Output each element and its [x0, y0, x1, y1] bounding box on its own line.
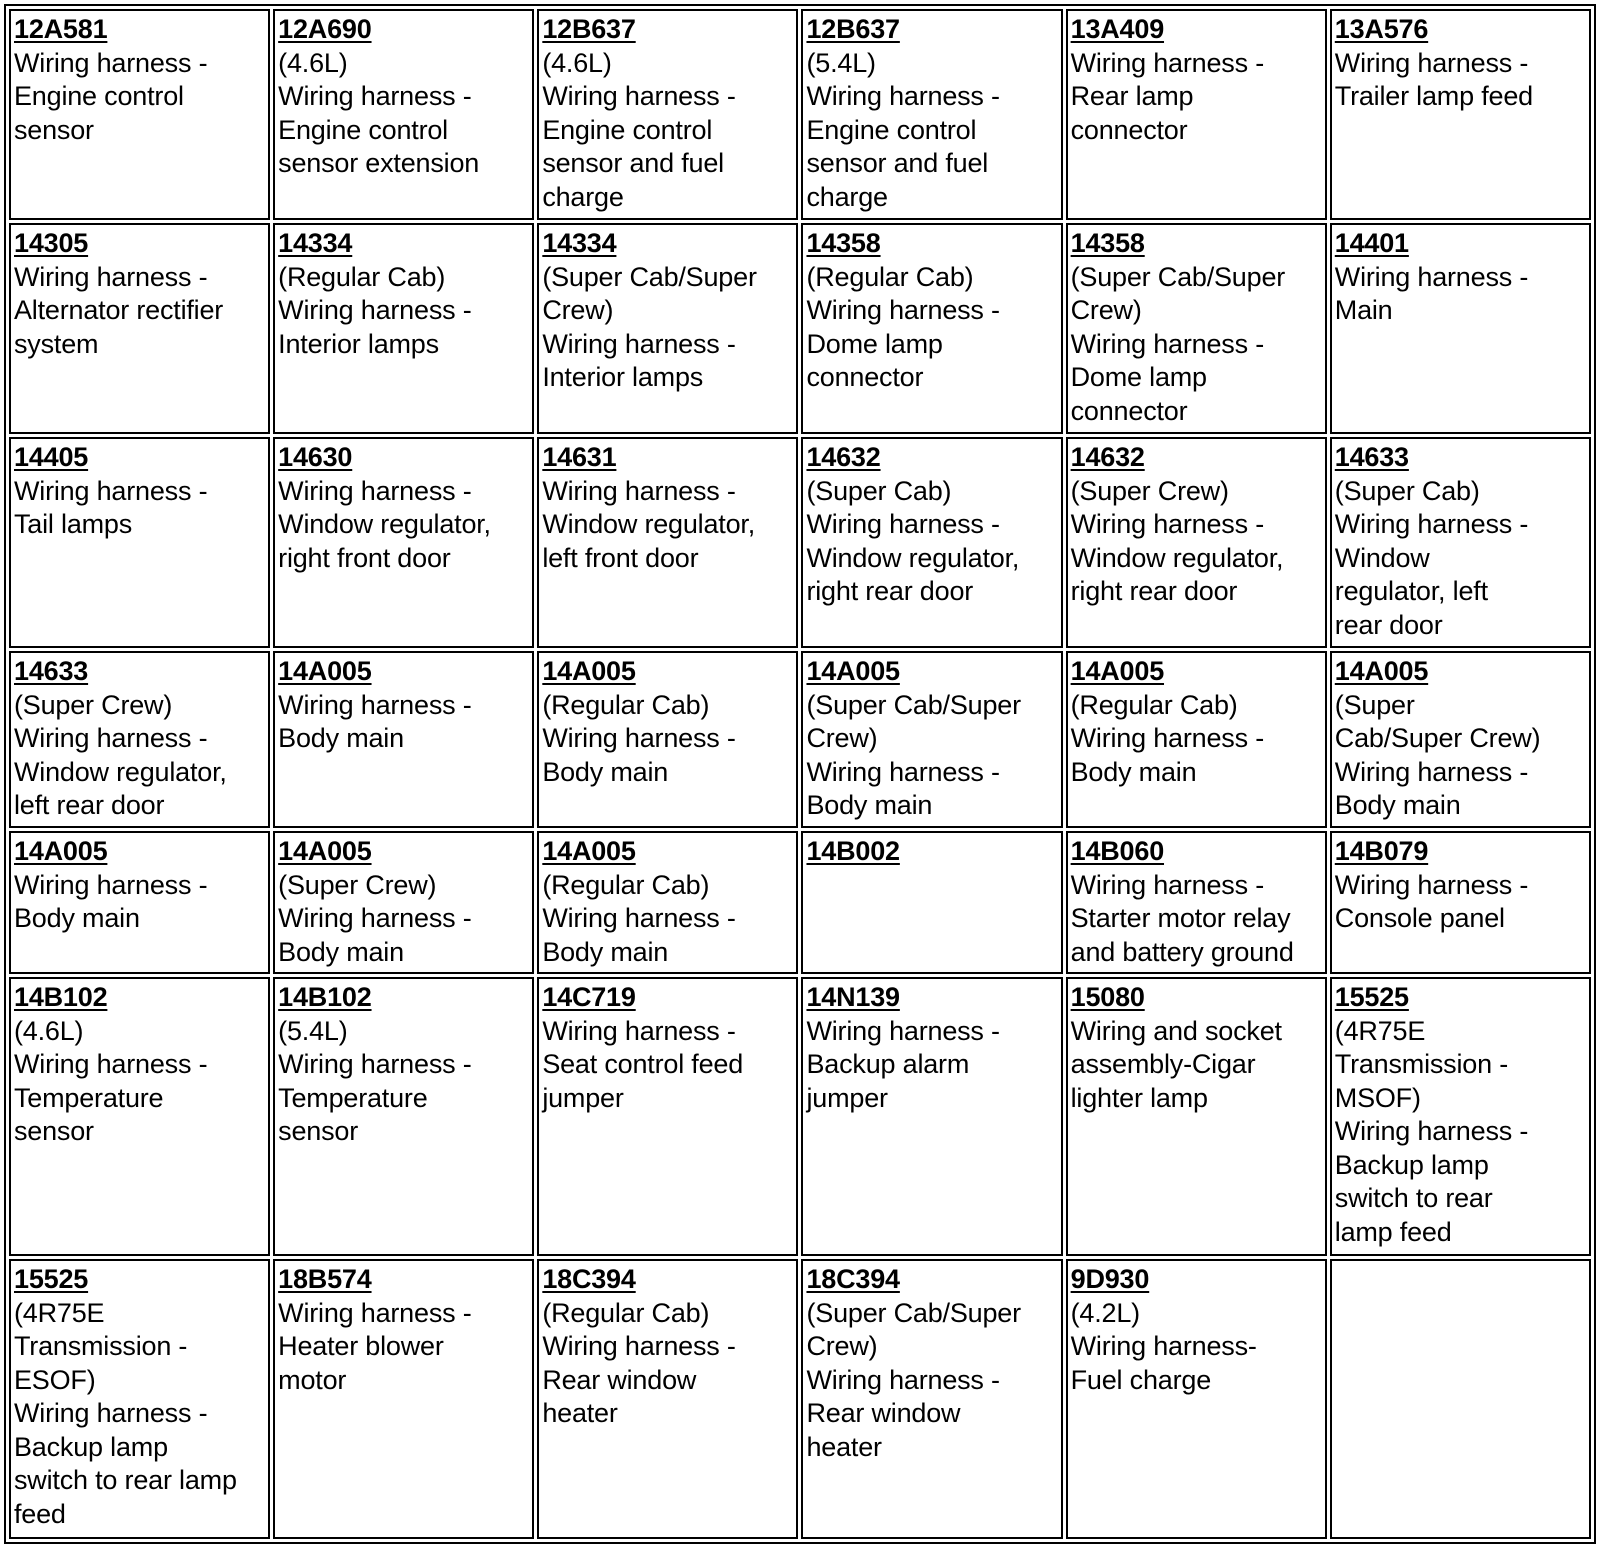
part-description-line: Wiring harness -: [14, 723, 208, 754]
part-description-line: Wiring harness -: [278, 81, 472, 111]
part-description-line: Backup lamp: [14, 1431, 168, 1462]
part-description-line: (4.2L): [1070, 1297, 1140, 1328]
part-number: 14A005: [278, 656, 372, 687]
part-description-line: Temperature: [278, 1082, 428, 1113]
table-row: [9, 651, 1591, 828]
table-cell: [1330, 9, 1591, 220]
table-cell: [9, 977, 270, 1256]
table-cell: [537, 437, 798, 648]
part-description-line: Tail lamps: [14, 509, 133, 540]
part-number: 14A005: [1070, 656, 1165, 687]
part-description-line: Body main: [542, 756, 669, 787]
part-description-line: left front door: [542, 542, 699, 573]
part-description-line: sensor: [278, 1116, 358, 1147]
table-cell: [9, 831, 270, 974]
part-description-line: (Super Cab/Super: [1070, 261, 1286, 292]
table-cell: [9, 1259, 270, 1539]
part-number: 14630: [278, 442, 353, 473]
part-description-line: Wiring harness -: [806, 1364, 1000, 1395]
part-description-line: Crew): [806, 1331, 878, 1362]
part-description-line: Wiring harness -: [542, 328, 736, 359]
table-row: [9, 223, 1591, 434]
part-description-line: Engine control: [14, 81, 184, 111]
part-number: 14C719: [542, 982, 636, 1013]
part-number: 15080: [1070, 982, 1145, 1013]
table-cell: [273, 223, 534, 434]
part-description-line: and battery ground: [1070, 936, 1294, 967]
part-description-line: (Regular Cab): [542, 1297, 710, 1328]
part-description-line: Backup lamp: [1334, 1149, 1489, 1180]
part-description-line: lighter lamp: [1070, 1082, 1208, 1113]
part-number: 14B102: [278, 982, 372, 1013]
part-description-line: Body main: [278, 936, 404, 967]
part-number: 14405: [14, 442, 89, 473]
table-cell: [1066, 437, 1327, 648]
part-number: 14401: [1334, 228, 1409, 259]
part-description-line: heater: [542, 1398, 618, 1429]
table-cell: [801, 1259, 1062, 1539]
part-description-line: (Regular Cab): [1070, 689, 1238, 720]
table-cell: [1066, 1259, 1327, 1539]
part-description-line: Wiring harness -: [806, 81, 1000, 111]
part-description-line: (4.6L): [542, 47, 612, 78]
table-cell: [9, 9, 270, 220]
part-description-line: Heater blower: [278, 1331, 444, 1362]
part-description-line: Wiring harness -: [1070, 328, 1264, 359]
part-description-line: Wiring harness -: [1334, 869, 1529, 900]
part-description-line: (Super Cab/Super: [806, 689, 1021, 720]
part-description-line: Wiring harness -: [1070, 47, 1264, 78]
part-description-line: jumper: [806, 1082, 888, 1113]
part-number: 14A005: [806, 656, 900, 687]
part-number: 14B002: [806, 836, 900, 867]
part-description-line: Wiring harness -: [542, 81, 736, 111]
part-number: 14B079: [1334, 836, 1429, 867]
part-description-line: (Super Cab/Super: [806, 1297, 1021, 1328]
part-description-line: Wiring harness -: [1334, 756, 1529, 787]
part-number: 14633: [14, 656, 89, 687]
part-description-line: connector: [806, 362, 924, 393]
part-number: 9D930: [1070, 1264, 1150, 1295]
part-description-line: Starter motor relay: [1070, 903, 1291, 934]
table-row: [9, 9, 1591, 220]
part-description-line: right rear door: [1070, 576, 1238, 607]
wiring-harness-reference-table: [4, 4, 1596, 1544]
part-description-line: Window regulator,: [278, 509, 491, 540]
part-number: 12A581: [14, 14, 108, 44]
part-description-line: (5.4L): [806, 47, 876, 78]
part-description-line: Wiring harness -: [278, 903, 472, 934]
part-description-line: Wiring harness -: [1070, 509, 1264, 540]
table-cell: [273, 9, 534, 220]
part-description-line: MSOF): [1334, 1082, 1421, 1113]
part-number: 12B637: [542, 14, 636, 44]
part-description-line: Wiring harness -: [14, 261, 208, 292]
part-description-line: assembly-Cigar: [1070, 1049, 1256, 1080]
table-cell: [1066, 9, 1327, 220]
part-description-line: (Super Crew): [1070, 475, 1229, 506]
table-cell: [1330, 223, 1591, 434]
part-description-line: Wiring harness -: [278, 1297, 472, 1328]
part-description-line: Wiring harness -: [806, 1015, 1000, 1046]
part-description-line: Crew): [542, 295, 614, 326]
part-number: 14B102: [14, 982, 108, 1013]
part-description-line: sensor: [14, 114, 94, 145]
part-number: 14632: [1070, 442, 1145, 473]
table-cell: [801, 831, 1062, 974]
table-row: [9, 437, 1591, 648]
table-cell: [1330, 651, 1591, 828]
table-cell: [801, 651, 1062, 828]
table-cell: [1066, 831, 1327, 974]
table-cell: [1330, 831, 1591, 974]
part-description-line: Wiring harness -: [14, 47, 208, 78]
part-description-line: (Super Cab): [806, 475, 952, 506]
part-number: 14N139: [806, 982, 900, 1013]
part-number: 14A005: [14, 836, 108, 867]
part-description-line: Fuel charge: [1070, 1364, 1212, 1395]
table-cell: [801, 9, 1062, 220]
part-description-line: (Super: [1334, 689, 1415, 720]
part-description-line: Backup alarm: [806, 1049, 970, 1080]
part-description-line: Engine control: [542, 114, 713, 145]
part-description-line: Body main: [278, 723, 404, 754]
part-description-line: Temperature: [14, 1082, 164, 1113]
part-description-line: Wiring harness -: [278, 689, 472, 720]
table-cell: [801, 437, 1062, 648]
table-row: [9, 831, 1591, 974]
table-cell: [9, 437, 270, 648]
part-description-line: lamp feed: [1334, 1216, 1452, 1247]
part-description-line: Dome lamp: [1070, 362, 1207, 393]
part-description-line: Dome lamp: [806, 328, 943, 359]
part-description-line: Wiring harness -: [1334, 47, 1529, 78]
part-description-line: connector: [1070, 114, 1188, 145]
table-cell: [1066, 223, 1327, 434]
part-description-line: Wiring harness -: [14, 475, 208, 506]
part-description-line: Wiring harness -: [278, 475, 472, 506]
part-description-line: Wiring harness -: [1334, 509, 1529, 540]
part-description-line: Transmission -: [14, 1331, 188, 1362]
part-description-line: Wiring harness -: [14, 1398, 208, 1429]
part-description-line: Wiring harness -: [1334, 261, 1529, 292]
table-cell: [537, 9, 798, 220]
part-description-line: Wiring harness -: [806, 295, 1000, 326]
part-description-line: Rear window: [806, 1398, 961, 1429]
part-description-line: Wiring harness-: [1070, 1331, 1257, 1362]
part-description-line: Wiring harness -: [1070, 723, 1264, 754]
part-number: 14358: [806, 228, 881, 259]
part-description-line: system: [14, 328, 99, 359]
part-description-line: sensor and fuel: [806, 148, 989, 178]
part-description-line: Crew): [806, 723, 878, 754]
part-description-line: Engine control: [278, 114, 448, 145]
part-number: 14631: [542, 442, 617, 473]
part-number: 14334: [542, 228, 617, 259]
table-cell: [273, 1259, 534, 1539]
part-description-line: rear door: [1334, 609, 1443, 640]
part-description-line: charge: [806, 181, 888, 212]
part-description-line: right front door: [278, 542, 451, 573]
table-cell: [537, 651, 798, 828]
part-description-line: Wiring and socket: [1070, 1015, 1282, 1046]
part-description-line: (4.6L): [278, 47, 348, 78]
part-description-line: Window: [1334, 542, 1430, 573]
table-cell: [1330, 437, 1591, 648]
part-number: 14A005: [278, 836, 372, 867]
part-description-line: Trailer lamp feed: [1334, 81, 1533, 111]
part-description-line: (Super Cab/Super: [542, 261, 757, 292]
table-row: [9, 1259, 1591, 1539]
part-description-line: Body main: [542, 936, 669, 967]
part-description-line: (Super Crew): [278, 869, 437, 900]
part-description-line: Window regulator,: [806, 542, 1020, 573]
part-description-line: Cab/Super Crew): [1334, 723, 1541, 754]
part-description-line: Rear lamp: [1070, 81, 1194, 111]
table-cell: [273, 651, 534, 828]
part-number: 18C394: [542, 1264, 636, 1295]
table-cell: [1330, 977, 1591, 1256]
part-number: 14305: [14, 228, 89, 259]
part-description-line: sensor extension: [278, 148, 480, 178]
part-number: 12B637: [806, 14, 900, 44]
part-description-line: ESOF): [14, 1364, 96, 1395]
part-description-line: (Super Cab): [1334, 475, 1480, 506]
part-number: 14A005: [542, 656, 636, 687]
part-description-line: Wiring harness -: [542, 723, 736, 754]
part-description-line: Engine control: [806, 114, 977, 145]
part-description-line: Wiring harness -: [542, 1331, 736, 1362]
part-description-line: switch to rear: [1334, 1183, 1493, 1214]
part-description-line: connector: [1070, 395, 1188, 426]
part-description-line: (Regular Cab): [806, 261, 974, 292]
part-description-line: Wiring harness -: [542, 475, 736, 506]
part-description-line: heater: [806, 1431, 882, 1462]
part-description-line: (Regular Cab): [542, 869, 710, 900]
table-cell: [537, 831, 798, 974]
part-description-line: Transmission -: [1334, 1049, 1509, 1080]
part-description-line: Window regulator,: [14, 756, 227, 787]
part-description-line: Body main: [14, 903, 140, 934]
part-description-line: (4R75E: [1334, 1015, 1426, 1046]
part-description-line: sensor: [14, 1116, 94, 1147]
table-cell: [273, 831, 534, 974]
part-description-line: (5.4L): [278, 1015, 348, 1046]
part-description-line: (4R75E: [14, 1297, 105, 1328]
part-description-line: right rear door: [806, 576, 974, 607]
part-number: 12A690: [278, 14, 372, 44]
table-cell: [537, 223, 798, 434]
part-number: 14632: [806, 442, 881, 473]
part-description-line: Alternator rectifier: [14, 295, 224, 326]
part-description-line: regulator, left: [1334, 576, 1488, 607]
part-number: 14633: [1334, 442, 1409, 473]
table-cell: [801, 977, 1062, 1256]
table-cell: [537, 1259, 798, 1539]
table-cell: [1330, 1259, 1591, 1539]
part-description-line: Main: [1334, 295, 1393, 326]
table-cell: [537, 977, 798, 1256]
part-number: 14A005: [1334, 656, 1429, 687]
part-description-line: Wiring harness -: [278, 1049, 472, 1080]
part-number: 14A005: [542, 836, 636, 867]
part-description-line: sensor and fuel: [542, 148, 724, 178]
part-number: 15525: [1334, 982, 1409, 1013]
part-description-line: Interior lamps: [542, 362, 704, 393]
part-number: 18C394: [806, 1264, 900, 1295]
part-description-line: charge: [542, 181, 624, 212]
part-description-line: Console panel: [1334, 903, 1505, 934]
table-cell: [9, 223, 270, 434]
part-description-line: Crew): [1070, 295, 1142, 326]
part-description-line: (Regular Cab): [542, 689, 710, 720]
part-number: 13A576: [1334, 14, 1429, 44]
part-description-line: Wiring harness -: [1334, 1116, 1529, 1147]
part-description-line: Wiring harness -: [542, 1015, 736, 1046]
part-description-line: motor: [278, 1364, 347, 1395]
part-number: 13A409: [1070, 14, 1165, 44]
part-description-line: Wiring harness -: [806, 756, 1000, 787]
part-description-line: switch to rear lamp: [14, 1465, 237, 1496]
part-number: 18B574: [278, 1264, 372, 1295]
part-description-line: Rear window: [542, 1364, 697, 1395]
part-description-line: Body main: [806, 790, 933, 821]
table-cell: [273, 977, 534, 1256]
part-number: 14334: [278, 228, 353, 259]
part-description-line: Wiring harness -: [14, 869, 208, 900]
part-description-line: Wiring harness -: [1070, 869, 1264, 900]
part-description-line: Wiring harness -: [278, 295, 472, 326]
part-description-line: Wiring harness -: [14, 1049, 208, 1080]
table-cell: [9, 651, 270, 828]
part-number: 15525: [14, 1264, 89, 1295]
table-cell: [1066, 651, 1327, 828]
part-description-line: (Regular Cab): [278, 261, 446, 292]
table-row: [9, 977, 1591, 1256]
table-cell: [801, 223, 1062, 434]
part-number: 14B060: [1070, 836, 1165, 867]
part-description-line: Wiring harness -: [542, 903, 736, 934]
table-cell: [1066, 977, 1327, 1256]
part-description-line: Window regulator,: [1070, 542, 1284, 573]
part-description-line: (Super Crew): [14, 689, 173, 720]
part-number: 14358: [1070, 228, 1145, 259]
part-description-line: feed: [14, 1498, 66, 1529]
part-description-line: left rear door: [14, 790, 165, 821]
part-description-line: Interior lamps: [278, 328, 439, 359]
part-description-line: Window regulator,: [542, 509, 756, 540]
part-description-line: jumper: [542, 1082, 624, 1113]
part-description-line: Wiring harness -: [806, 509, 1000, 540]
part-description-line: Body main: [1070, 756, 1197, 787]
table-cell: [273, 437, 534, 648]
part-description-line: Body main: [1334, 790, 1461, 821]
part-description-line: (4.6L): [14, 1015, 84, 1046]
part-description-line: Seat control feed: [542, 1049, 744, 1080]
